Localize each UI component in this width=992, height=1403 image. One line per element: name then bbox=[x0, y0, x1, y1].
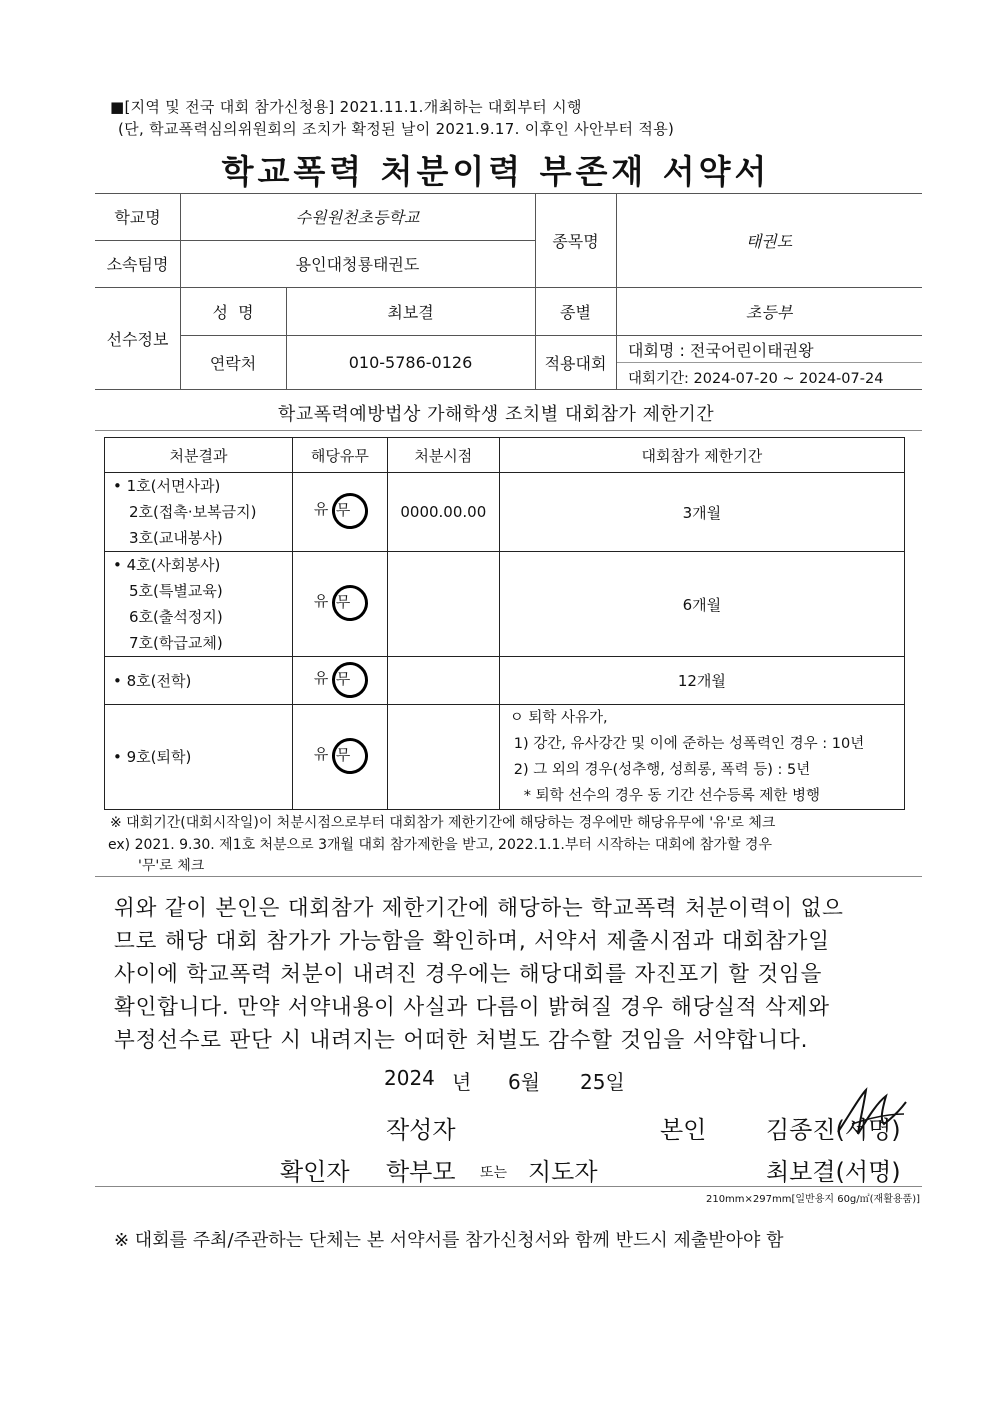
confirm-signature: 최보결(서명) bbox=[766, 1158, 901, 1186]
no-option: 무 bbox=[335, 501, 351, 519]
disposition-cell bbox=[105, 552, 293, 657]
selection-circle-icon bbox=[329, 659, 371, 701]
footer-note: ※ 대회를 주최/주관하는 단체는 본 서약서를 참가신청서와 함께 반드시 제출받아야 함 bbox=[114, 1230, 784, 1251]
pledge-line: 확인합니다. 만약 서약내용이 사실과 다름이 밝혀질 경우 해당실적 삭제와 bbox=[114, 995, 830, 1020]
category-value: 초등부 bbox=[745, 302, 793, 322]
restriction-period: 6개월 bbox=[499, 552, 904, 657]
self-label: 본인 bbox=[660, 1116, 707, 1144]
note-2: ex) 2021. 9.30. 제1호 처분으로 3개월 대회 참가제한을 받고, 2022.1.1.부터 시작하는 대회에 참가할 경우 bbox=[108, 837, 772, 853]
disposition-date: 0000.00.00 bbox=[387, 473, 499, 552]
selection-circle-icon bbox=[329, 490, 371, 532]
disposition-item: 5호(특별교육) bbox=[129, 582, 223, 600]
pledge-text bbox=[114, 892, 904, 1057]
applicability-cell[interactable] bbox=[292, 705, 387, 810]
coach-label: 지도자 bbox=[528, 1158, 598, 1186]
disposition-item: • 9호(퇴학) bbox=[113, 748, 192, 766]
note-3: '무'로 체크 bbox=[138, 858, 205, 874]
school-label: 학교명 bbox=[114, 208, 161, 227]
contact-label: 연락처 bbox=[209, 353, 257, 373]
disposition-item: • 4호(사회봉사) bbox=[113, 556, 221, 574]
disposition-item: • 1호(서면사과) bbox=[113, 477, 221, 495]
period-line: * 퇴학 선수의 경우 동 기간 선수등록 제한 병행 bbox=[523, 788, 821, 804]
date-year-unit: 년 bbox=[452, 1070, 472, 1094]
disposition-item: 7호(학급교체) bbox=[129, 634, 223, 652]
yes-option: 유 bbox=[313, 500, 329, 518]
table-row bbox=[105, 657, 905, 705]
self-signature: 김종진(서명) bbox=[766, 1116, 901, 1144]
period-line: ㅇ 퇴학 사유가, bbox=[509, 710, 608, 726]
selection-circle-icon bbox=[329, 582, 371, 624]
disposition-item: 3호(교내봉사) bbox=[129, 529, 223, 547]
or-label: 또는 bbox=[480, 1165, 508, 1181]
disposition-date bbox=[387, 657, 499, 705]
disposition-cell bbox=[105, 473, 293, 552]
disposition-cell bbox=[105, 705, 293, 810]
event-value: 태권도 bbox=[745, 231, 793, 251]
handwritten-signature-icon bbox=[830, 1084, 910, 1144]
table-row bbox=[105, 705, 905, 810]
header-line-2: (단, 학교폭력심의위원회의 조치가 확정된 날이 2021.9.17. 이후인 사안부터 적용) bbox=[118, 120, 675, 138]
yes-option: 유 bbox=[313, 745, 329, 763]
pledge-line: 므로 해당 대회 참가가 가능함을 확인하며, 서약서 제출시점과 대회참가일 bbox=[114, 929, 830, 954]
event-label: 종목명 bbox=[552, 231, 599, 251]
writer-label: 작성자 bbox=[386, 1116, 456, 1144]
disposition-item: 6호(출석정지) bbox=[129, 608, 223, 626]
no-option: 무 bbox=[335, 669, 351, 688]
category-label: 종별 bbox=[560, 302, 591, 322]
applicability-cell[interactable] bbox=[292, 657, 387, 705]
note-1: ※ 대회기간(대회시작일)이 처분시점으로부터 대회참가 제한기간에 해당하는 경우에만 해당유무에 '유'로 체크 bbox=[110, 815, 776, 831]
date-month: 6월 bbox=[508, 1070, 541, 1094]
disposition-date bbox=[387, 552, 499, 657]
paper-spec: 210mm×297mm[일반용지 60g/㎡(재활용품)] bbox=[705, 1194, 920, 1205]
yes-option: 유 bbox=[313, 592, 329, 610]
disposition-cell bbox=[105, 657, 293, 705]
restriction-period-detail bbox=[499, 705, 904, 810]
header-cell: 대회참가 제한기간 bbox=[499, 438, 904, 473]
no-option: 무 bbox=[335, 593, 351, 611]
restriction-period: 3개월 bbox=[499, 473, 904, 552]
disposition-item: • 8호(전학) bbox=[113, 671, 192, 690]
table-row bbox=[105, 552, 905, 657]
pledge-line: 사이에 학교폭력 처분이 내려진 경우에는 해당대회를 자진포기 할 것임을 bbox=[114, 962, 823, 987]
yes-option: 유 bbox=[313, 668, 329, 687]
pledge-line: 부정선수로 판단 시 내려지는 어떠한 처벌도 감수할 것임을 서약합니다. bbox=[114, 1028, 809, 1053]
period-line: 1) 강간, 유사강간 및 이에 준하는 성폭력인 경우 : 10년 bbox=[513, 736, 865, 752]
pledge-line: 위와 같이 본인은 대회참가 제한기간에 해당하는 학교폭력 처분이력이 없으 bbox=[114, 896, 844, 921]
name-label: 성 명 bbox=[212, 302, 254, 322]
team-label: 소속팀명 bbox=[106, 255, 169, 274]
date-year: 2024 bbox=[384, 1066, 435, 1090]
competition-name: 대회명 : 전국어린이태권왕 bbox=[628, 341, 814, 360]
page-title: 학교폭력 처분이력 부존재 서약서 bbox=[221, 152, 771, 191]
table-row bbox=[105, 473, 905, 552]
section-title: 학교폭력예방법상 가해학생 조치별 대회참가 제한기간 bbox=[277, 404, 715, 425]
applicability-cell[interactable] bbox=[292, 473, 387, 552]
restriction-period: 12개월 bbox=[499, 657, 904, 705]
header-cell: 해당유무 bbox=[292, 438, 387, 473]
competition-period: 대회기간: 2024-07-20 ~ 2024-07-24 bbox=[628, 371, 884, 387]
parent-label: 학부모 bbox=[386, 1158, 456, 1186]
disposition-item: 2호(접촉·보복금지) bbox=[129, 503, 257, 521]
confirm-label: 확인자 bbox=[280, 1158, 350, 1186]
applicability-cell[interactable] bbox=[292, 552, 387, 657]
header-line-1: ■[지역 및 전국 대회 참가신청용] 2021.11.1.개최하는 대회부터 시행 bbox=[110, 98, 582, 116]
player-info-label: 선수정보 bbox=[106, 329, 169, 349]
school-value: 수원원천초등학교 bbox=[295, 208, 420, 227]
disposition-date bbox=[387, 705, 499, 810]
restriction-table bbox=[104, 437, 905, 810]
name-value: 최보결 bbox=[387, 302, 434, 322]
table-header-row bbox=[105, 438, 905, 473]
period-line: 2) 그 외의 경우(성추행, 성희롱, 폭력 등) : 5년 bbox=[513, 762, 811, 778]
no-option: 무 bbox=[335, 746, 351, 764]
date-day: 25일 bbox=[580, 1070, 625, 1094]
header-cell: 처분결과 bbox=[105, 438, 293, 473]
selection-circle-icon bbox=[329, 735, 371, 777]
contact-value: 010-5786-0126 bbox=[348, 352, 473, 372]
team-value: 용인대청룡태권도 bbox=[295, 255, 420, 274]
header-cell: 처분시점 bbox=[387, 438, 499, 473]
applied-competition-label: 적용대회 bbox=[544, 353, 607, 373]
